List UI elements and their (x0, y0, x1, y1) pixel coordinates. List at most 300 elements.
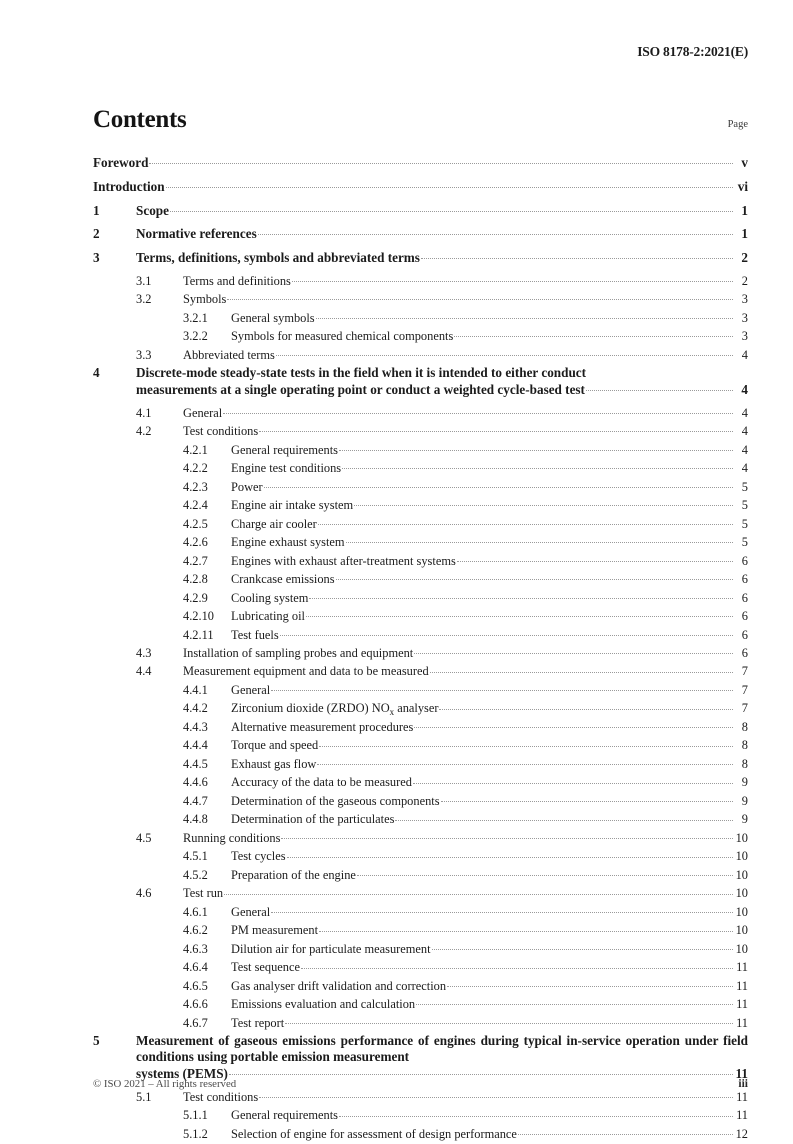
toc-entry-last-line (136, 381, 748, 398)
toc-entry-number: 4.2.11 (183, 627, 214, 642)
toc-entry-4.1[interactable] (93, 404, 748, 420)
toc-entry-number: 4.4.8 (183, 812, 208, 827)
toc-page-number: 10 (735, 867, 748, 882)
toc-entry-body (231, 737, 748, 753)
toc-entry-4.2.8[interactable] (93, 571, 748, 587)
toc-page-number: 6 (741, 553, 748, 568)
toc-entry-label: Alternative measurement procedures (231, 719, 414, 734)
toc-entry-label: Engines with exhaust after-treatment systems (231, 553, 456, 568)
toc-page-number: 9 (741, 793, 748, 808)
toc-entry-label: Emissions evaluation and calculation (231, 997, 416, 1012)
toc-entry-4.2.1[interactable] (93, 441, 748, 457)
document-header-id: ISO 8178-2:2021(E) (637, 44, 748, 59)
toc-entry-body (231, 571, 748, 587)
toc-entry-introduction[interactable] (93, 178, 748, 195)
toc-entry-number: 3.3 (136, 347, 152, 362)
toc-page-number: 5 (741, 498, 748, 513)
toc-page-number: 10 (735, 904, 748, 919)
toc-entry-5.1[interactable] (93, 1088, 748, 1104)
toc-entry-number: 4.2.5 (183, 516, 208, 531)
toc-entry-body (231, 497, 748, 513)
dot-leader (413, 774, 733, 786)
toc-entry-label: Charge air cooler (231, 516, 317, 531)
toc-entry-number: 4.4.7 (183, 793, 208, 808)
toc-entry-4.2.10[interactable] (93, 608, 748, 624)
dot-leader (319, 922, 733, 934)
dot-leader (339, 1107, 733, 1119)
toc-entry-body (231, 792, 748, 808)
toc-entry-body (231, 848, 748, 864)
toc-entry-number: 4.2.9 (183, 590, 208, 605)
dot-leader (430, 663, 733, 675)
toc-entry-4.6.2[interactable] (93, 922, 748, 938)
toc-entry-label: General requirements (231, 1108, 338, 1123)
toc-entry-label: Symbols for measured chemical components (231, 329, 454, 344)
dot-leader (414, 719, 733, 731)
dot-leader (395, 811, 733, 823)
toc-entry-body (231, 903, 748, 919)
toc-entry-5[interactable] (93, 1033, 748, 1082)
dot-leader (170, 202, 733, 215)
toc-entry-number: 5.1.2 (183, 1126, 208, 1141)
toc-entry-label: Torque and speed (231, 738, 319, 753)
toc-entry-number: 3.1 (136, 273, 152, 288)
toc-page-number: vi (737, 178, 748, 194)
toc-entry-3.1[interactable] (93, 272, 748, 288)
toc-page-number: 4 (741, 347, 748, 362)
toc-entry-label: Test fuels (231, 627, 279, 642)
toc-entry-4.6.3[interactable] (93, 940, 748, 956)
toc-entry-number: 5 (93, 1032, 100, 1048)
toc-entry-label: Normative references (136, 226, 257, 242)
dot-leader (336, 571, 733, 583)
toc-entry-body (231, 460, 748, 476)
toc-entry-label: Determination of the particulates (231, 812, 395, 827)
dot-leader (227, 291, 733, 303)
toc-entry-body (231, 328, 748, 344)
toc-entry-label: Test conditions (183, 424, 259, 439)
toc-entry-4.6.4[interactable] (93, 959, 748, 975)
dot-leader (439, 700, 733, 712)
toc-page-number: v (741, 155, 748, 171)
toc-entry-3.2[interactable] (93, 291, 748, 307)
toc-entry-number: 4.5 (136, 830, 152, 845)
dot-leader (271, 903, 733, 915)
dot-leader (441, 792, 733, 804)
toc-page-number: 7 (741, 682, 748, 697)
toc-entry-label: Dilution air for particulate measurement (231, 941, 431, 956)
toc-entry-number: 3.2.1 (183, 310, 208, 325)
toc-entry-label: Power (231, 479, 263, 494)
toc-entry-label: Introduction (93, 178, 165, 194)
dot-leader (224, 885, 733, 897)
dot-leader (259, 1088, 733, 1100)
toc-entry-4.4.7[interactable] (93, 792, 748, 808)
toc-entry-5.1.1[interactable] (93, 1107, 748, 1123)
toc-entry-number: 4.3 (136, 645, 152, 660)
toc-page-number: 2 (741, 273, 748, 288)
toc-entry-body (183, 1088, 748, 1104)
toc-entry-4.2.6[interactable] (93, 534, 748, 550)
toc-page-number: 9 (741, 812, 748, 827)
toc-entry-body (231, 441, 748, 457)
toc-page-number: 5 (741, 535, 748, 550)
toc-page-number: 11 (735, 1065, 748, 1081)
page-title: Contents (93, 106, 187, 133)
toc-page-number: 6 (741, 572, 748, 587)
toc-entry-number: 4.4.1 (183, 682, 208, 697)
toc-page-number: 10 (735, 849, 748, 864)
toc-entry-body (183, 423, 748, 439)
toc-page-number: 11 (736, 978, 748, 993)
toc-entry-body (183, 645, 748, 661)
copyright-notice: © ISO 2021 – All rights reserved (93, 1078, 237, 1090)
toc-entry-number: 4 (93, 364, 100, 380)
toc-page-number: 4 (741, 461, 748, 476)
toc-entry-4.6.5[interactable] (93, 977, 748, 993)
toc-entry-body (183, 404, 748, 420)
toc-entry-label: General (231, 682, 271, 697)
toc-entry-2[interactable] (93, 225, 748, 242)
dot-leader (447, 977, 733, 989)
toc-entry-number: 3.2.2 (183, 329, 208, 344)
dot-leader (285, 1014, 733, 1026)
dot-leader (292, 272, 733, 284)
dot-leader (416, 996, 733, 1008)
toc-entry-body (183, 272, 748, 288)
toc-entry-label: Measurement of gaseous emissions performance of engines during typical in-service operation under field conditions using portable emission measurement (136, 1032, 748, 1064)
toc-entry-label: General (183, 405, 223, 420)
toc-entry-body (231, 774, 748, 790)
toc-entry-number: 2 (93, 226, 100, 242)
toc-entry-4.5.2[interactable] (93, 866, 748, 882)
toc-entry-label: Test conditions (183, 1089, 259, 1104)
toc-entry-4.4.6[interactable] (93, 774, 748, 790)
toc-entry-4.6.7[interactable] (93, 1014, 748, 1030)
toc-entry-number: 4.2.7 (183, 553, 208, 568)
toc-page-number: 6 (741, 590, 748, 605)
toc-entry-number: 4.4.5 (183, 756, 208, 771)
toc-page-number: 3 (741, 310, 748, 325)
dot-leader (229, 1065, 733, 1078)
toc-entry-4.4[interactable] (93, 663, 748, 679)
dot-leader (306, 608, 733, 620)
dot-leader (414, 645, 733, 657)
toc-entry-number: 4.6 (136, 886, 152, 901)
toc-entry-4.2.3[interactable] (93, 478, 748, 494)
dot-leader (287, 848, 733, 860)
toc-entry-label: Engine test conditions (231, 461, 342, 476)
toc-page-number: 12 (735, 1126, 748, 1141)
toc-page-number: 2 (741, 249, 748, 265)
toc-entry-body (93, 178, 748, 195)
toc-entry-4.4.8[interactable] (93, 811, 748, 827)
toc-page-number: 7 (741, 664, 748, 679)
toc-entry-label: Measurement equipment and data to be measured (183, 664, 429, 679)
toc-entry-label: Preparation of the engine (231, 867, 356, 882)
dot-leader (149, 154, 733, 167)
toc-page-number: 3 (741, 292, 748, 307)
toc-entry-4.2.9[interactable] (93, 589, 748, 605)
dot-leader (342, 460, 733, 472)
toc-page-number: 10 (735, 923, 748, 938)
dot-leader (454, 328, 733, 340)
dot-leader (259, 423, 733, 435)
toc-entry-body (231, 756, 748, 772)
toc-entry-foreword[interactable] (93, 154, 748, 171)
toc-entry-number: 4.6.1 (183, 904, 208, 919)
dot-leader (301, 959, 733, 971)
toc-entry-body (136, 225, 748, 242)
toc-entry-label: Exhaust gas flow (231, 756, 317, 771)
toc-entry-label: General requirements (231, 442, 338, 457)
toc-page-number: 6 (741, 645, 748, 660)
toc-entry-number: 4.2 (136, 424, 152, 439)
toc-entry-4.5[interactable] (93, 829, 748, 845)
toc-entry-number: 4.2.6 (183, 535, 208, 550)
table-of-contents (93, 154, 748, 1144)
subscript-x: x (389, 706, 395, 717)
dot-leader (281, 829, 733, 841)
toc-entry-number: 4.6.6 (183, 997, 208, 1012)
dot-leader (317, 756, 733, 768)
toc-page-number: 10 (735, 830, 748, 845)
toc-page-number: 10 (735, 886, 748, 901)
toc-entry-label: Installation of sampling probes and equipment (183, 645, 414, 660)
toc-entry-label: Crankcase emissions (231, 572, 335, 587)
toc-entry-label: Symbols (183, 292, 227, 307)
toc-entry-label: Test sequence (231, 960, 300, 975)
dot-leader (166, 178, 733, 191)
toc-entry-number: 4.2.2 (183, 461, 208, 476)
toc-entry-label: Accuracy of the data to be measured (231, 775, 412, 790)
toc-entry-label: Foreword (93, 155, 149, 171)
toc-entry-number: 1 (93, 202, 100, 218)
toc-entry-number: 4.4.3 (183, 719, 208, 734)
toc-entry-4.2.11[interactable] (93, 626, 748, 642)
toc-page-number: 11 (736, 1015, 748, 1030)
toc-entry-3.2.1[interactable] (93, 309, 748, 325)
toc-page-number: 6 (741, 609, 748, 624)
toc-entry-number: 4.6.3 (183, 941, 208, 956)
toc-page-number: 4 (741, 442, 748, 457)
toc-entry-4.6[interactable] (93, 885, 748, 901)
toc-entry-body (183, 829, 748, 845)
dot-leader (586, 381, 733, 394)
toc-entry-number: 3 (93, 249, 100, 265)
toc-entry-body (183, 346, 748, 362)
toc-entry-number: 4.6.7 (183, 1015, 208, 1030)
dot-leader (421, 249, 733, 262)
toc-page-number: 7 (741, 701, 748, 716)
page-folio: iii (738, 1078, 748, 1090)
toc-entry-body (231, 996, 748, 1012)
toc-page-number: 8 (741, 756, 748, 771)
toc-entry-body (93, 154, 748, 171)
toc-entry-label: Lubricating oil (231, 609, 305, 624)
toc-page-number: 11 (736, 997, 748, 1012)
toc-entry-body (231, 1125, 748, 1141)
toc-entry-4.2[interactable] (93, 423, 748, 439)
dot-leader (258, 225, 733, 238)
dot-leader (280, 626, 733, 638)
toc-entry-body (231, 608, 748, 624)
toc-page-number: 10 (735, 941, 748, 956)
toc-entry-body (183, 291, 748, 307)
toc-entry-body (231, 534, 748, 550)
toc-entry-body (231, 719, 748, 735)
page-footer (93, 1078, 748, 1090)
toc-entry-5.1.2[interactable] (93, 1125, 748, 1141)
toc-page-number: 8 (741, 719, 748, 734)
toc-entry-label: Abbreviated terms (183, 347, 275, 362)
dot-leader (318, 515, 733, 527)
toc-entry-number: 4.2.8 (183, 572, 208, 587)
toc-entry-body (231, 977, 748, 993)
toc-entry-4.2.7[interactable] (93, 552, 748, 568)
toc-entry-1[interactable] (93, 202, 748, 219)
toc-entry-label: Test report (231, 1015, 285, 1030)
toc-entry-4.3[interactable] (93, 645, 748, 661)
dot-leader (346, 534, 733, 546)
toc-page-number: 11 (736, 1089, 748, 1104)
toc-page-number: 9 (741, 775, 748, 790)
toc-entry-label: Terms, definitions, symbols and abbreviated terms (136, 249, 420, 265)
toc-page-number: 4 (741, 381, 748, 397)
dot-leader (354, 497, 733, 509)
toc-entry-label: Discrete-mode steady-state tests in the field when it is intended to either conduct (136, 364, 587, 380)
toc-entry-body (231, 940, 748, 956)
toc-entry-number: 4.1 (136, 405, 152, 420)
toc-entry-3.2.2[interactable] (93, 328, 748, 344)
toc-entry-label: Cooling system (231, 590, 309, 605)
toc-entry-body (231, 959, 748, 975)
toc-entry-label: Engine exhaust system (231, 535, 345, 550)
toc-page-number: 4 (741, 405, 748, 420)
toc-entry-body (231, 682, 748, 698)
toc-entry-body (183, 663, 748, 679)
toc-entry-number: 4.2.4 (183, 498, 208, 513)
toc-entry-4.6.6[interactable] (93, 996, 748, 1012)
toc-entry-label: Scope (136, 202, 169, 218)
toc-entry-body (136, 202, 748, 219)
toc-entry-number: 4.4.4 (183, 738, 208, 753)
toc-page-number: 5 (741, 479, 748, 494)
toc-entry-body (231, 626, 748, 642)
toc-entry-body (231, 589, 748, 605)
toc-entry-number: 5.1.1 (183, 1108, 208, 1123)
dot-leader (339, 441, 733, 453)
toc-entry-number: 4.5.2 (183, 867, 208, 882)
toc-entry-4[interactable] (93, 365, 748, 398)
toc-entry-label: Engine air intake system (231, 498, 354, 513)
toc-entry-body (231, 552, 748, 568)
toc-page-number: 5 (741, 516, 748, 531)
toc-entry-number: 4.2.3 (183, 479, 208, 494)
dot-leader (319, 737, 733, 749)
toc-entry-number: 4.6.2 (183, 923, 208, 938)
dot-leader (316, 309, 733, 321)
toc-entry-body (231, 866, 748, 882)
toc-entry-4.2.5[interactable] (93, 515, 748, 531)
toc-page-number: 6 (741, 627, 748, 642)
toc-entry-label: Gas analyser drift validation and correction (231, 978, 447, 993)
dot-leader (271, 682, 733, 694)
toc-page-number: 1 (741, 202, 748, 218)
dot-leader (432, 940, 733, 952)
toc-entry-4.4.4[interactable] (93, 737, 748, 753)
toc-page-number: 11 (736, 1108, 748, 1123)
toc-entry-body (183, 885, 748, 901)
toc-entry-body (136, 249, 748, 266)
toc-page-number: 11 (736, 960, 748, 975)
toc-entry-number: 4.4 (136, 664, 152, 679)
toc-entry-label: General symbols (231, 310, 315, 325)
toc-entry-label: PM measurement (231, 923, 319, 938)
toc-page-number: 1 (741, 226, 748, 242)
toc-entry-4.2.4[interactable] (93, 497, 748, 513)
toc-entry-number: 4.2.1 (183, 442, 208, 457)
toc-entry-body (231, 700, 748, 716)
contents-title-row (93, 106, 748, 134)
toc-entry-number: 5.1 (136, 1089, 152, 1104)
toc-entry-body (231, 1014, 748, 1030)
toc-entry-label: Test cycles (231, 849, 286, 864)
toc-entry-label: Zirconium dioxide (ZRDO) $NO_x$ analyser (231, 701, 439, 717)
dot-leader (457, 552, 733, 564)
toc-entry-body (136, 1033, 748, 1082)
toc-entry-label-tail: systems (PEMS) (136, 1065, 228, 1081)
dot-leader (309, 589, 733, 601)
toc-entry-body (231, 922, 748, 938)
dot-leader (223, 404, 733, 416)
toc-entry-4.4.3[interactable] (93, 719, 748, 735)
toc-entry-4.4.1[interactable] (93, 682, 748, 698)
toc-entry-label: Running conditions (183, 830, 281, 845)
toc-entry-3[interactable] (93, 249, 748, 266)
toc-entry-number: 4.6.5 (183, 978, 208, 993)
toc-entry-label: Test run (183, 886, 224, 901)
toc-entry-4.6.1[interactable] (93, 903, 748, 919)
toc-entry-number: 4.4.2 (183, 701, 208, 716)
toc-entry-3.3[interactable] (93, 346, 748, 362)
dot-leader (518, 1125, 733, 1137)
toc-entry-body (231, 1107, 748, 1123)
toc-entry-label: Selection of engine for assessment of design performance (231, 1126, 517, 1141)
toc-page-number: 3 (741, 329, 748, 344)
toc-entry-4.2.2[interactable] (93, 460, 748, 476)
toc-entry-number: 4.4.6 (183, 775, 208, 790)
toc-entry-body (231, 309, 748, 325)
toc-entry-number: 4.6.4 (183, 960, 208, 975)
toc-entry-label: General (231, 904, 271, 919)
dot-leader (264, 478, 733, 490)
toc-entry-body (231, 811, 748, 827)
page-column-header: Page (727, 119, 748, 130)
toc-entry-number: 4.5.1 (183, 849, 208, 864)
toc-entry-body (231, 515, 748, 531)
toc-entry-4.5.1[interactable] (93, 848, 748, 864)
toc-page-number: 8 (741, 738, 748, 753)
dot-leader (276, 346, 733, 358)
toc-entry-4.4.5[interactable] (93, 756, 748, 772)
toc-entry-body (231, 478, 748, 494)
dot-leader (357, 866, 733, 878)
toc-page-number: 4 (741, 424, 748, 439)
toc-entry-label: Determination of the gaseous components (231, 793, 440, 808)
toc-entry-label-tail: measurements at a single operating point or conduct a weighted cycle-based test (136, 381, 585, 397)
toc-entry-4.4.2[interactable] (93, 700, 748, 716)
